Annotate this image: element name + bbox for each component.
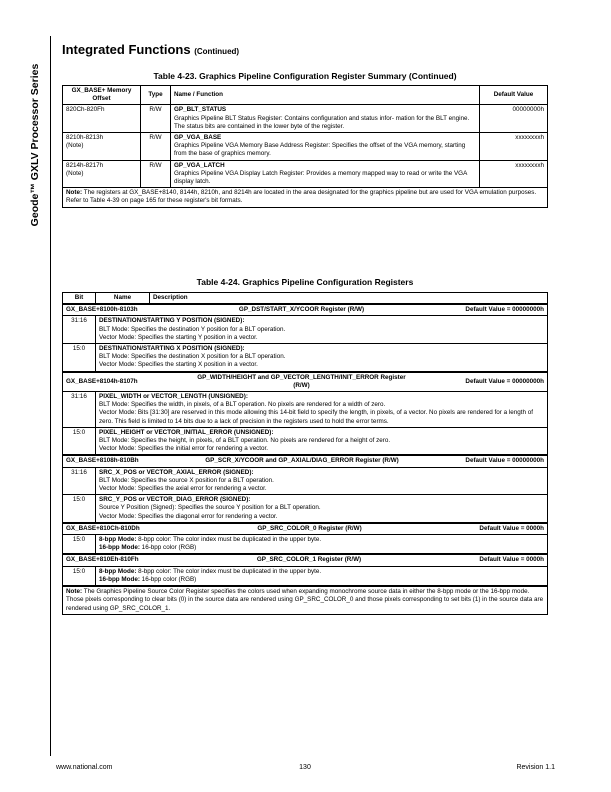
table-4-23-caption: Table 4-23. Graphics Pipeline Configuration Register Summary (Continued) — [153, 71, 457, 81]
offset-note: (Note) — [66, 142, 84, 150]
page-title-suffix: (Continued) — [194, 47, 240, 56]
field-row — [63, 344, 548, 372]
note-cell — [63, 188, 548, 207]
field-line: Vector Mode: Specifies the starting Y position in a vector. — [99, 333, 258, 341]
field-description — [96, 566, 548, 586]
register-header-cell — [63, 304, 548, 316]
field-bit: 15:0 — [63, 495, 96, 523]
field-name: DESTINATION/STARTING X POSITION (SIGNED): — [99, 345, 245, 353]
page-title — [62, 42, 239, 57]
field-row — [63, 566, 548, 586]
register-header — [66, 556, 544, 564]
field-name: SRC_X_POS or VECTOR_AXIAL_ERROR (SIGNED): — [99, 468, 254, 476]
register-header-row — [63, 455, 548, 467]
register-default: Default Value = 00000000h — [465, 306, 544, 314]
field-name: SRC_Y_POS or VECTOR_DIAG_ERROR (SIGNED): — [99, 496, 251, 504]
register-header-row — [63, 523, 548, 535]
register-header-cell — [63, 554, 548, 566]
register-header — [66, 457, 544, 465]
note-row — [63, 188, 548, 207]
register-header-row — [63, 304, 548, 316]
note-text: The registers at GX_BASE+8140, 8144h, 8210h, and 8214h are located in the area designated for the graphics pipeline but are used for VGA emulation purposes. Refer to Table 4-39 on page 165 for these register's bit formats. — [66, 189, 537, 205]
offset-cell — [63, 133, 141, 161]
field-bit: 31:16 — [63, 316, 96, 344]
default-value-cell: xxxxxxxxh — [480, 160, 548, 188]
offset-cell — [63, 160, 141, 188]
register-title: GP_WIDTH/HEIGHT and GP_VECTOR_LENGTH/INIT_ERROR Register (R/W) — [197, 373, 406, 389]
field-description — [96, 427, 548, 455]
note-text: The Graphics Pipeline Source Color Register specifies the colors used when expanding monochrome source data in either the 8-bpp mode or the 16-bpp mode. Those pixels corresponding to clear bits (0) in the source data are rendered using GP_SRC_COLOR_0 and those pixels corresponding to set bits (1) in the source data are rendered using GP_SRC_COLOR_1. — [66, 588, 544, 612]
register-header — [66, 306, 544, 314]
field-line: Vector Mode: Specifies the axial error for rendering a vector. — [99, 485, 267, 493]
table-header-row — [63, 293, 548, 305]
sidebar-title: Geode™ GXLV Processor Series — [29, 63, 41, 227]
field-line: BLT Mode: Specifies the source X position for a BLT operation. — [99, 476, 274, 484]
register-header-cell — [63, 523, 548, 535]
field-bit: 15:0 — [63, 344, 96, 372]
register-description: Graphics Pipeline VGA Memory Base Address Register: Specifies the offset of the VGA memory, starting from the base of graphics memory. — [174, 142, 466, 158]
field-description — [96, 467, 548, 495]
register-header-cell — [63, 455, 548, 467]
column-header-offset: GX_BASE+ Memory Offset — [63, 86, 141, 105]
field-row — [63, 495, 548, 523]
register-header-row — [63, 372, 548, 392]
field-name: DESTINATION/STARTING Y POSITION (SIGNED): — [99, 317, 245, 325]
offset-cell — [63, 105, 141, 133]
footer-page-number: 130 — [299, 764, 311, 771]
field-description — [96, 344, 548, 372]
field-bit: 15:0 — [63, 427, 96, 455]
register-title: GP_SRC_COLOR_1 Register (R/W) — [256, 556, 362, 564]
type-cell: R/W — [141, 133, 171, 161]
table-4-23 — [62, 85, 548, 208]
sidebar-product-name — [24, 36, 46, 254]
field-item-text: 8-bpp color: The color index must be duplicated in the upper byte. — [136, 536, 322, 544]
register-header-row — [63, 554, 548, 566]
field-item — [99, 544, 544, 552]
register-default: Default Value = 00000000h — [465, 457, 544, 465]
field-line: BLT Mode: Specifies the width, in pixels, of a BLT operation. No pixels are rendered for a width of zero. — [99, 401, 386, 409]
offset-value: 8210h-8213h — [66, 134, 104, 142]
register-offset: GX_BASE+8108h-810Bh — [66, 457, 139, 465]
register-header — [66, 374, 544, 390]
register-description: Graphics Pipeline BLT Status Register: Contains configuration and status infor- mation for the BLT engine. The status bits are contained in the lower byte of the register. — [174, 114, 470, 130]
field-row — [63, 316, 548, 344]
field-item-text: 16-bpp color (RGB) — [139, 575, 197, 583]
note-label: Note: — [66, 189, 83, 197]
field-item — [99, 576, 544, 584]
field-item-label: 8-bpp Mode: — [99, 567, 137, 575]
field-line: Vector Mode: Specifies the starting X position in a vector. — [99, 361, 258, 369]
table-header-row — [63, 86, 548, 105]
register-header — [66, 525, 544, 533]
field-bit: 31:16 — [63, 392, 96, 428]
field-bit: 15:0 — [63, 566, 96, 586]
field-row — [63, 427, 548, 455]
field-item-label: 16-bpp Mode: — [99, 544, 140, 552]
field-line: BLT Mode: Specifies the destination X position for a BLT operation. — [99, 353, 286, 361]
register-title: GP_SRC_COLOR_0 Register (R/W) — [257, 524, 362, 532]
field-line: Vector Mode: Specifies the initial error for rendering a vector. — [99, 445, 269, 453]
register-default: Default Value = 0000h — [479, 524, 544, 532]
field-line: BLT Mode: Specifies the height, in pixels, of a BLT operation. No pixels are rendered for a height of zero. — [99, 437, 391, 445]
register-offset: GX_BASE+810Ch-810Dh — [66, 524, 140, 532]
register-name: GP_BLT_STATUS — [174, 106, 227, 114]
table-4-24-caption: Table 4-24. Graphics Pipeline Configuration Registers — [196, 277, 414, 287]
field-item — [99, 536, 544, 544]
field-bit: 31:16 — [63, 467, 96, 495]
field-item-label: 8-bpp Mode: — [99, 536, 137, 544]
field-bit: 15:0 — [63, 535, 96, 555]
column-header-description: Description — [150, 293, 548, 305]
field-description — [96, 495, 548, 523]
column-header-name: Name / Function — [171, 86, 480, 105]
default-value-cell: xxxxxxxxh — [480, 133, 548, 161]
field-description — [96, 535, 548, 555]
offset-value: 820Ch-820Fh — [66, 106, 105, 114]
type-cell: R/W — [141, 160, 171, 188]
column-header-type: Type — [141, 86, 171, 105]
register-offset: GX_BASE+810Eh-810Fh — [66, 556, 139, 564]
register-header-cell — [63, 372, 548, 392]
table-row — [63, 105, 548, 133]
field-item-text: 8-bpp color: The color index must be duplicated in the upper byte. — [136, 567, 322, 575]
register-description: Graphics Pipeline VGA Display Latch Register: Provides a memory mapped way to read or write the VGA display latch. — [174, 169, 467, 186]
register-default: Default Value = 0000h — [479, 556, 544, 564]
default-value-cell: 00000000h — [480, 105, 548, 133]
register-default: Default Value = 00000000h — [465, 377, 544, 385]
field-item-label: 16-bpp Mode: — [99, 575, 140, 583]
register-title: GP_SCR_X/YCOOR and GP_AXIAL/DIAG_ERROR Register (R/W) — [205, 457, 399, 465]
footer-website: www.national.com — [56, 764, 113, 771]
field-line: Vector Mode: Bits [31:30] are reserved in this mode allowing this 14-bit field to specify the length, in pixels, of a vector. No pixels are rendered for a length of zero. This field is limited to 14 bits due to a lack of precision in the registers used to hold the error terms. — [99, 409, 534, 425]
offset-note: (Note) — [66, 169, 84, 177]
register-title: GP_DST/START_X/YCOOR Register (R/W) — [238, 306, 365, 314]
register-name: GP_VGA_BASE — [174, 134, 222, 142]
column-header-bit: Bit — [63, 293, 96, 305]
column-header-default: Default Value — [480, 86, 548, 105]
field-line: BLT Mode: Specifies the destination Y position for a BLT operation. — [99, 325, 286, 333]
table-4-24 — [62, 292, 548, 615]
name-function-cell — [171, 133, 480, 161]
field-name: PIXEL_WIDTH or VECTOR_LENGTH (UNSIGNED): — [99, 393, 248, 401]
register-name: GP_VGA_LATCH — [174, 161, 225, 169]
field-line: Vector Mode: Specifies the diagonal error for rendering a vector. — [99, 512, 278, 520]
note-row — [63, 586, 548, 614]
field-item-text: 16-bpp color (RGB) — [139, 544, 197, 552]
register-offset: GX_BASE+8100h-8103h — [66, 306, 138, 314]
note-cell — [63, 586, 548, 614]
table-row — [63, 160, 548, 188]
field-item — [99, 568, 544, 576]
page-title-text: Integrated Functions — [62, 42, 191, 57]
field-description — [96, 392, 548, 428]
offset-value: 8214h-8217h — [66, 161, 104, 169]
table-row — [63, 133, 548, 161]
footer-revision: Revision 1.1 — [516, 764, 555, 771]
field-description — [96, 316, 548, 344]
name-function-cell — [171, 105, 480, 133]
field-row — [63, 392, 548, 428]
field-name: PIXEL_HEIGHT or VECTOR_INITIAL_ERROR (UNSIGNED): — [99, 428, 274, 436]
type-cell: R/W — [141, 105, 171, 133]
note-label: Note: — [66, 588, 83, 596]
name-function-cell — [171, 160, 480, 188]
field-row — [63, 467, 548, 495]
field-row — [63, 535, 548, 555]
field-line: Source Y Position (Signed): Specifies the source Y position for a BLT operation. — [99, 504, 321, 512]
column-header-name: Name — [96, 293, 150, 305]
margin-rule — [50, 36, 51, 756]
register-offset: GX_BASE+8104h-8107h — [66, 377, 138, 385]
